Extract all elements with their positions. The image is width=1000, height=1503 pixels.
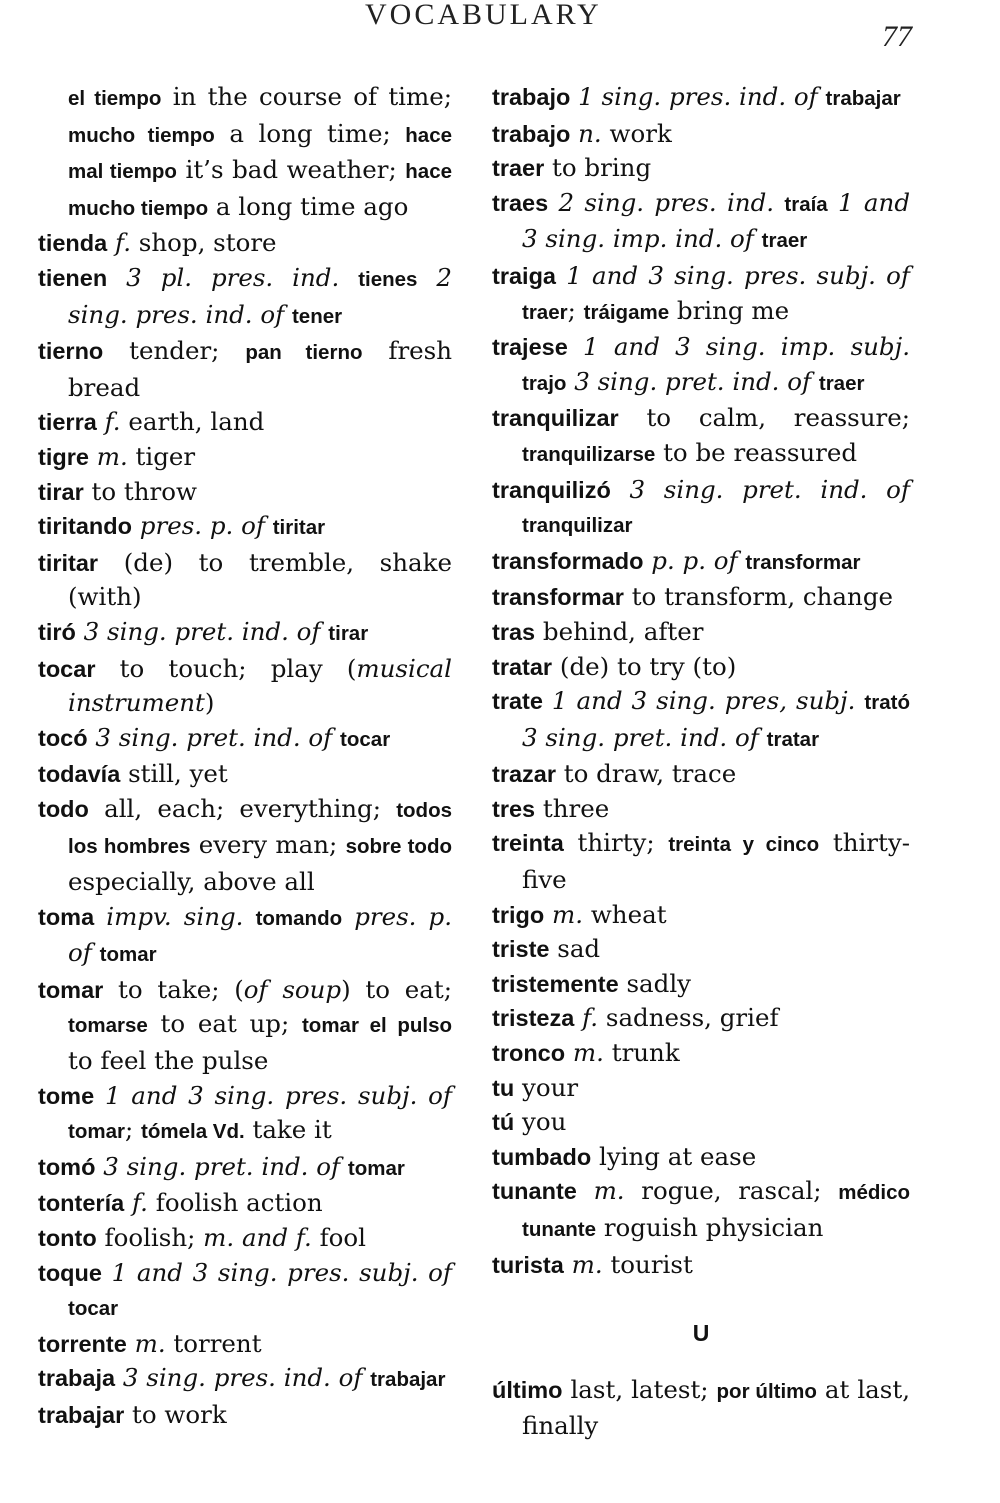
definition-text: ; [567, 295, 584, 325]
headword: tomar [38, 976, 104, 1003]
dictionary-entry [492, 1071, 910, 1106]
right-column [492, 80, 910, 1444]
definition-text: lying at ease [591, 1141, 757, 1171]
definition-text: wheat [583, 899, 667, 929]
grammar-note: pres. p. of [139, 511, 265, 541]
headword: tristeza [492, 1005, 575, 1032]
phrase: treinta y cinco [668, 833, 820, 857]
definition-text: three [535, 793, 610, 823]
dictionary-entry [38, 1256, 452, 1327]
headword: tunante [492, 1178, 577, 1205]
grammar-note: 3 pl. pres. ind. [126, 262, 340, 292]
headword: tiró [38, 618, 76, 645]
dictionary-entry [492, 826, 910, 897]
headword: tierra [38, 409, 97, 436]
definition-text: foolish action [147, 1188, 323, 1218]
phrase: tomar [347, 1156, 405, 1180]
definition-text: behind, after [535, 616, 704, 646]
definition-text [811, 367, 819, 396]
dictionary-entry [492, 650, 910, 685]
dictionary-entry [492, 580, 910, 615]
definition-text [339, 263, 358, 292]
definition-text: foolish; [96, 1223, 204, 1252]
definition-text: a long time ago [208, 191, 409, 221]
grammar-note: 1 and 3 sing. pres. subj. of [111, 1257, 453, 1287]
phrase: tocar [68, 1297, 119, 1321]
dictionary-entry [492, 151, 910, 186]
grammar-note: 1 and 3 sing. imp. subj. [583, 332, 910, 362]
headword: tronco [492, 1040, 566, 1067]
definition-text: every man; [190, 830, 346, 860]
dictionary-entry [492, 401, 910, 472]
headword: tigre [38, 443, 89, 470]
dictionary-entry-continued [38, 80, 452, 226]
definition-text [132, 511, 140, 540]
definition-text: to take; ( [103, 974, 244, 1004]
definition-text: tender; [103, 336, 246, 366]
headword: tirar [38, 478, 84, 505]
dictionary-entry [38, 546, 452, 615]
headword: último [492, 1376, 563, 1403]
definition-text [544, 900, 552, 929]
dictionary-entry [492, 615, 910, 650]
dictionary-entry [38, 721, 452, 758]
headword: todo [38, 795, 89, 822]
phrase: tratar [766, 727, 820, 751]
grammar-note: 3 sing. pret. ind. of [103, 1151, 341, 1181]
dictionary-entry [38, 1327, 452, 1362]
grammar-note: 3 sing. pret. ind. of [522, 722, 759, 752]
headword: tratar [492, 653, 553, 680]
dictionary-entry [492, 1373, 910, 1444]
definition-text [76, 617, 84, 646]
page-number: 77 [882, 20, 912, 53]
dictionary-entry [492, 473, 910, 544]
definition-text: all, each; everything; [88, 793, 397, 823]
headword: tres [492, 795, 536, 822]
grammar-note: m. [96, 441, 128, 471]
definition-text: to feel the pulse [68, 1046, 269, 1076]
headword: trabajo [492, 84, 571, 110]
phrase: transformar [745, 550, 861, 574]
headword: tome [38, 1082, 95, 1109]
definition-text [556, 261, 566, 290]
definition-text: to bring [544, 153, 652, 183]
grammar-note: 3 sing. pret. ind. of [629, 474, 910, 504]
dictionary-entry [38, 334, 452, 405]
phrase: traer [761, 229, 808, 253]
dictionary-entry [38, 652, 452, 721]
dictionary-entry [38, 757, 452, 792]
grammar-note: impv. sing. [106, 901, 244, 931]
definition-text: ) [204, 688, 215, 718]
definition-text [818, 82, 826, 111]
running-head [0, 0, 1000, 53]
dictionary-entry [492, 330, 910, 401]
phrase: tocar [340, 727, 391, 751]
phrase: el tiempo [68, 87, 162, 110]
definition-text: fresh bread [68, 336, 453, 402]
headword: tras [492, 618, 536, 645]
dictionary-entry [492, 1248, 910, 1283]
dictionary-entry [38, 615, 452, 652]
phrase: sobre todo [345, 835, 452, 859]
definition-text [284, 300, 292, 329]
definition-text: rogue, rascal; [624, 1176, 839, 1206]
dictionary-entry [492, 1105, 910, 1140]
grammar-note: 3 sing. pret. ind. of [83, 616, 321, 646]
definition-text: thirty; [563, 828, 669, 858]
grammar-note: f. [115, 228, 131, 258]
definition-text: to eat up; [147, 1009, 302, 1039]
dictionary-entry [38, 261, 452, 334]
definition-text [548, 188, 558, 217]
dictionary-entry [38, 1079, 452, 1150]
definition-text: still, yet [120, 759, 228, 789]
phrase: tiritar [272, 516, 326, 540]
dictionary-entry [38, 1186, 452, 1221]
definition-text [759, 723, 767, 752]
definition-text: ; [124, 1115, 142, 1145]
definition-text [243, 902, 255, 931]
headword: tocar [38, 655, 96, 682]
phrase: tener [291, 304, 343, 328]
grammar-note: 2 sing. pres. ind. [558, 187, 775, 217]
headword: trabajo [492, 120, 571, 147]
definition-text [774, 188, 784, 217]
headword: tristemente [492, 970, 619, 997]
definition-text: trunk [603, 1038, 680, 1068]
definition-text [543, 686, 552, 715]
phrase: mucho tiempo [68, 123, 215, 147]
grammar-note: 1 and 3 sing. pres. subj. of [104, 1080, 452, 1110]
dictionary-entry [492, 898, 910, 933]
headword: turista [492, 1251, 564, 1278]
grammar-note: f. [582, 1003, 599, 1033]
grammar-note: f. [104, 407, 121, 437]
definition-text: last, latest; [562, 1374, 717, 1404]
grammar-note: 3 sing. pres. ind. of [122, 1363, 363, 1393]
phrase: pan tierno [245, 341, 363, 365]
phrase: traer [522, 300, 568, 324]
grammar-note: pres. p. of [68, 901, 453, 968]
phrase: tomar [99, 943, 157, 967]
dictionary-entry [492, 792, 910, 827]
definition-text [94, 902, 106, 931]
definition-text [828, 188, 838, 217]
dictionary-entry [38, 973, 452, 1079]
dictionary-entry [492, 967, 910, 1002]
dictionary-entry [38, 440, 452, 475]
definition-text: torrent [165, 1328, 262, 1358]
dictionary-entry [492, 80, 910, 117]
definition-text: thirty-five [522, 828, 910, 895]
grammar-note: m. [571, 1249, 603, 1279]
definition-text [102, 1258, 112, 1287]
dictionary-entry [38, 226, 452, 261]
grammar-note: p. p. of [651, 545, 738, 575]
headword: toque [38, 1259, 102, 1286]
phrase: médico tunante [522, 1181, 910, 1241]
definition-text: to draw, trace [556, 759, 737, 789]
headword: tienda [38, 230, 108, 257]
grammar-note: musical instrument [68, 653, 452, 718]
definition-text [107, 263, 126, 292]
headword: transformado [492, 547, 644, 574]
grammar-note: 1 and 3 sing. imp. ind. of [522, 187, 911, 254]
dictionary-entry [492, 117, 910, 152]
dictionary-entry [38, 792, 452, 900]
definition-text: to work [124, 1399, 227, 1429]
definition-text: earth, land [120, 407, 265, 437]
phrase: traer [818, 371, 865, 395]
definition-text [565, 1038, 573, 1067]
dictionary-entry [492, 186, 910, 259]
definition-text: ) to eat; [341, 974, 452, 1004]
dictionary-entry [38, 1361, 452, 1398]
phrase: tranquilizar [522, 514, 633, 538]
dictionary-entry [492, 1140, 910, 1175]
definition-text [564, 1250, 572, 1279]
grammar-note: m. [134, 1328, 166, 1358]
phrase: todos los hombres [68, 798, 452, 859]
headword: trate [492, 688, 543, 715]
headword: trajese [492, 334, 568, 361]
grammar-note: 1 and 3 sing. pres, subj. [551, 686, 856, 716]
headword: tiritando [38, 513, 132, 540]
definition-text: take it [244, 1115, 332, 1145]
definition-text: fool [311, 1223, 366, 1252]
headword: transformar [492, 584, 624, 611]
definition-text: (de) to try (to) [552, 651, 737, 681]
definition-text [754, 224, 762, 253]
phrase: tomando [255, 906, 343, 930]
definition-text [115, 1363, 123, 1392]
definition-text [97, 407, 105, 436]
phrase: tranquilizarse [522, 442, 656, 466]
phrase: trajo [522, 371, 567, 395]
definition-text: bring me [669, 295, 790, 325]
headword: toma [38, 903, 95, 930]
dictionary-entry [38, 1221, 452, 1256]
definition-text [127, 1329, 135, 1358]
definition-text: to be reassured [655, 437, 858, 467]
definition-text: shop, store [131, 228, 277, 258]
headword: treinta [492, 830, 564, 857]
dictionary-entry [492, 757, 910, 792]
phrase: trató [864, 691, 910, 715]
definition-text: to throw [83, 476, 197, 506]
headword: tranquilizó [492, 476, 611, 503]
grammar-note: m. [593, 1176, 625, 1206]
grammar-note: of soup [243, 974, 342, 1004]
grammar-note: 2 sing. pres. ind. of [68, 262, 452, 329]
phrase: tomarse [68, 1014, 148, 1038]
phrase: hace mal tiempo [68, 123, 452, 184]
phrase: por último [716, 1379, 817, 1403]
definition-text: to calm, reassure; [618, 403, 910, 433]
definition-text: especially, above all [68, 867, 315, 897]
definition-text: a long time; [214, 118, 406, 148]
definition-text [568, 332, 583, 361]
definition-text: sadly [618, 968, 692, 998]
dictionary-entry [492, 1001, 910, 1036]
grammar-note: 1 and 3 sing. pres. subj. of [566, 260, 910, 290]
phrase: traía [784, 192, 828, 216]
definition-text [342, 902, 354, 931]
headword: tontería [38, 1190, 125, 1217]
definition-text: sadness, grief [598, 1003, 779, 1033]
phrase: tráigame [583, 300, 670, 324]
headword: trigo [492, 901, 545, 928]
running-title: VOCABULARY [365, 0, 602, 31]
headword: tomó [38, 1153, 96, 1180]
headword: tierno [38, 338, 104, 365]
definition-text: in the course of time; [161, 82, 452, 111]
grammar-note: m. and f. [203, 1223, 312, 1252]
phrase: tomar [68, 1120, 125, 1144]
definition-text: to transform, change [623, 582, 893, 612]
grammar-note: n. [578, 118, 602, 148]
definition-text [340, 1152, 348, 1181]
dictionary-entry [492, 544, 910, 581]
headword: tu [492, 1074, 515, 1101]
phrase: tirar [328, 621, 369, 645]
dictionary-entry [492, 684, 910, 757]
definition-text [611, 475, 630, 504]
headword: traer [492, 155, 545, 182]
headword: todavía [38, 761, 121, 788]
definition-text [265, 511, 273, 540]
dictionary-entry [38, 900, 452, 973]
dictionary-entry [38, 509, 452, 546]
phrase: trabajar [370, 1368, 446, 1392]
definition-text [107, 228, 115, 257]
headword: tranquilizar [492, 405, 619, 432]
dictionary-entry [38, 475, 452, 510]
headword: tiritar [38, 549, 99, 576]
grammar-note: m. [552, 899, 584, 929]
definition-text: roguish physician [596, 1213, 824, 1242]
definition-text [417, 263, 436, 292]
headword: traes [492, 189, 549, 216]
headword: trabajar [38, 1401, 125, 1428]
phrase: tienes [358, 267, 418, 291]
definition-text: tiger [127, 441, 196, 471]
definition-text: you [514, 1107, 567, 1137]
headword: torrente [38, 1330, 127, 1357]
grammar-note: 1 sing. pres. ind. of [578, 82, 818, 111]
phrase: trabajar [825, 87, 901, 110]
headword: traiga [492, 262, 556, 289]
definition-text [89, 442, 97, 471]
definition-text [124, 1188, 132, 1217]
definition-text: it’s bad weather; [176, 155, 406, 185]
definition-text [570, 82, 578, 111]
definition-text: work [601, 118, 672, 148]
definition-text: your [514, 1072, 579, 1102]
headword: tumbado [492, 1143, 592, 1170]
phrase: hace mucho tiempo [68, 160, 452, 220]
definition-text [570, 119, 578, 148]
headword: tocó [38, 724, 88, 751]
dictionary-entry [492, 259, 910, 330]
dictionary-entry [38, 1150, 452, 1187]
definition-text: tourist [602, 1249, 693, 1279]
section-letter: U [692, 1320, 710, 1347]
definition-text: at last, finally [522, 1374, 910, 1441]
definition-text [92, 938, 100, 967]
grammar-note: m. [572, 1038, 604, 1068]
grammar-note: f. [131, 1188, 148, 1218]
dictionary-entry [38, 1398, 452, 1433]
dictionary-entry [492, 1036, 910, 1071]
grammar-note: 3 sing. pret. ind. of [574, 366, 812, 396]
dictionary-entry [492, 932, 910, 967]
headword: tienen [38, 264, 108, 291]
headword: trazar [492, 761, 557, 788]
definition-text: (de) to tremble, shake (with) [68, 547, 452, 612]
headword: tú [492, 1109, 515, 1136]
headword: trabaja [38, 1365, 116, 1392]
grammar-note: 3 sing. pret. ind. of [95, 722, 333, 752]
definition-text [577, 1176, 594, 1205]
definition-text [574, 1003, 582, 1032]
phrase: tómela Vd. [141, 1120, 245, 1144]
definition-text: to touch; play ( [95, 653, 357, 683]
definition-text [332, 723, 340, 752]
dictionary-entry [492, 1174, 910, 1247]
dictionary-entry [38, 405, 452, 440]
headword: tonto [38, 1225, 97, 1251]
left-column [38, 80, 452, 1433]
headword: triste [492, 936, 550, 963]
definition-text: sad [549, 934, 601, 964]
definition-text [94, 1081, 105, 1110]
phrase: tomar el pulso [301, 1014, 452, 1038]
